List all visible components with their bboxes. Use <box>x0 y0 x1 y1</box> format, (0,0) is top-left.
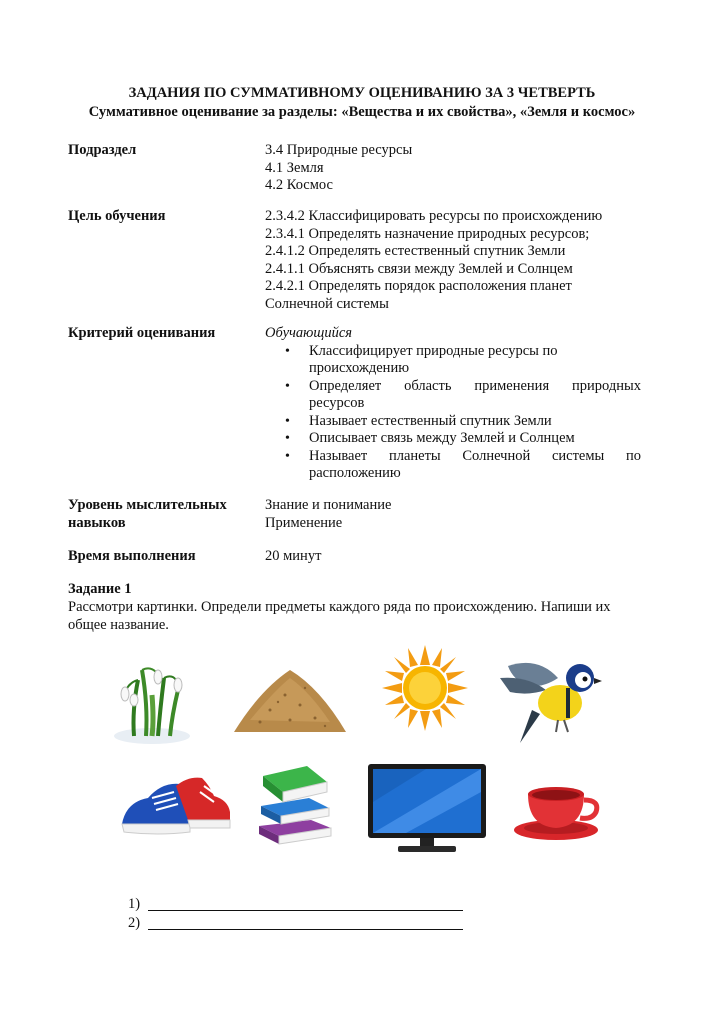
page-title: ЗАДАНИЯ ПО СУММАТИВНОМУ ОЦЕНИВАНИЮ ЗА 3 ЧЕТВЕРТЬ <box>128 85 596 101</box>
goal-value: 2.4.1.1 Объяснять связи между Землей и Солнцем <box>265 260 573 277</box>
answer-blank[interactable] <box>148 910 463 911</box>
time-value: 20 минут <box>265 548 322 564</box>
answer-number: 2) <box>128 915 141 931</box>
goal-value: 2.4.2.1 Определять порядок расположения планет <box>265 278 572 294</box>
level-label: Уровень мыслительных навыков <box>68 497 227 531</box>
sand-pile-icon <box>230 660 350 735</box>
books-icon <box>255 762 335 847</box>
snowdrops-icon <box>112 650 192 745</box>
criteria-intro: Обучающийся <box>265 325 353 341</box>
criteria-list <box>265 343 641 483</box>
subsection-value: 4.2 Космос <box>265 177 333 193</box>
page-subtitle: Суммативное оценивание за разделы: «Вещества и их свойства», «Земля и космос» <box>88 104 636 120</box>
criteria-values <box>265 325 641 483</box>
subsection-value: 3.4 Природные ресурсы <box>265 142 413 158</box>
task-heading: Задание 1 <box>68 581 132 597</box>
criteria-label: Критерий оценивания <box>68 325 216 341</box>
level-values <box>265 497 642 532</box>
criteria-item: • Называет планеты Солнечной системы по расположению <box>265 448 641 483</box>
goal-value: 2.3.4.1 Определять назначение природных ресурсов; <box>265 225 590 242</box>
monitor-icon <box>366 762 488 857</box>
goal-values <box>265 208 642 313</box>
level-value: Применение <box>265 514 343 531</box>
task-1 <box>68 580 658 634</box>
subsection-values <box>265 142 642 195</box>
goal-value: Солнечной системы <box>265 295 389 312</box>
sneakers-icon <box>118 772 233 842</box>
sun-icon <box>380 643 470 733</box>
time-label: Время выполнения <box>68 548 196 564</box>
task-text: Рассмотри картинки. Определи предметы каждого ряда по происхождению. Напиши их <box>68 599 611 615</box>
goal-value: 2.3.4.2 Классифицировать ресурсы по происхождению <box>265 208 603 224</box>
criteria-item: • Классифицирует природные ресурсы по происхождению <box>265 343 641 378</box>
answer-line-2[interactable] <box>128 915 148 934</box>
answer-line-1[interactable] <box>128 896 148 915</box>
answer-lines <box>128 896 148 934</box>
level-value: Знание и понимание <box>265 497 392 513</box>
answer-blank[interactable] <box>148 929 463 930</box>
subsection-value: 4.1 Земля <box>265 159 324 176</box>
answer-number: 1) <box>128 896 141 912</box>
subsection-label: Подраздел <box>68 142 137 158</box>
criteria-item: • Называет естественный спутник Земли <box>265 413 641 431</box>
criteria-item: • Описывает связь между Землей и Солнцем <box>265 430 641 448</box>
task-text: общее название. <box>68 617 169 633</box>
bird-tit-icon <box>498 648 603 748</box>
goal-value: 2.4.1.2 Определять естественный спутник Земли <box>265 243 566 259</box>
cup-icon <box>512 780 604 842</box>
goal-label: Цель обучения <box>68 208 166 224</box>
criteria-item: • Определяет область применения природных ресурсов <box>265 378 641 413</box>
